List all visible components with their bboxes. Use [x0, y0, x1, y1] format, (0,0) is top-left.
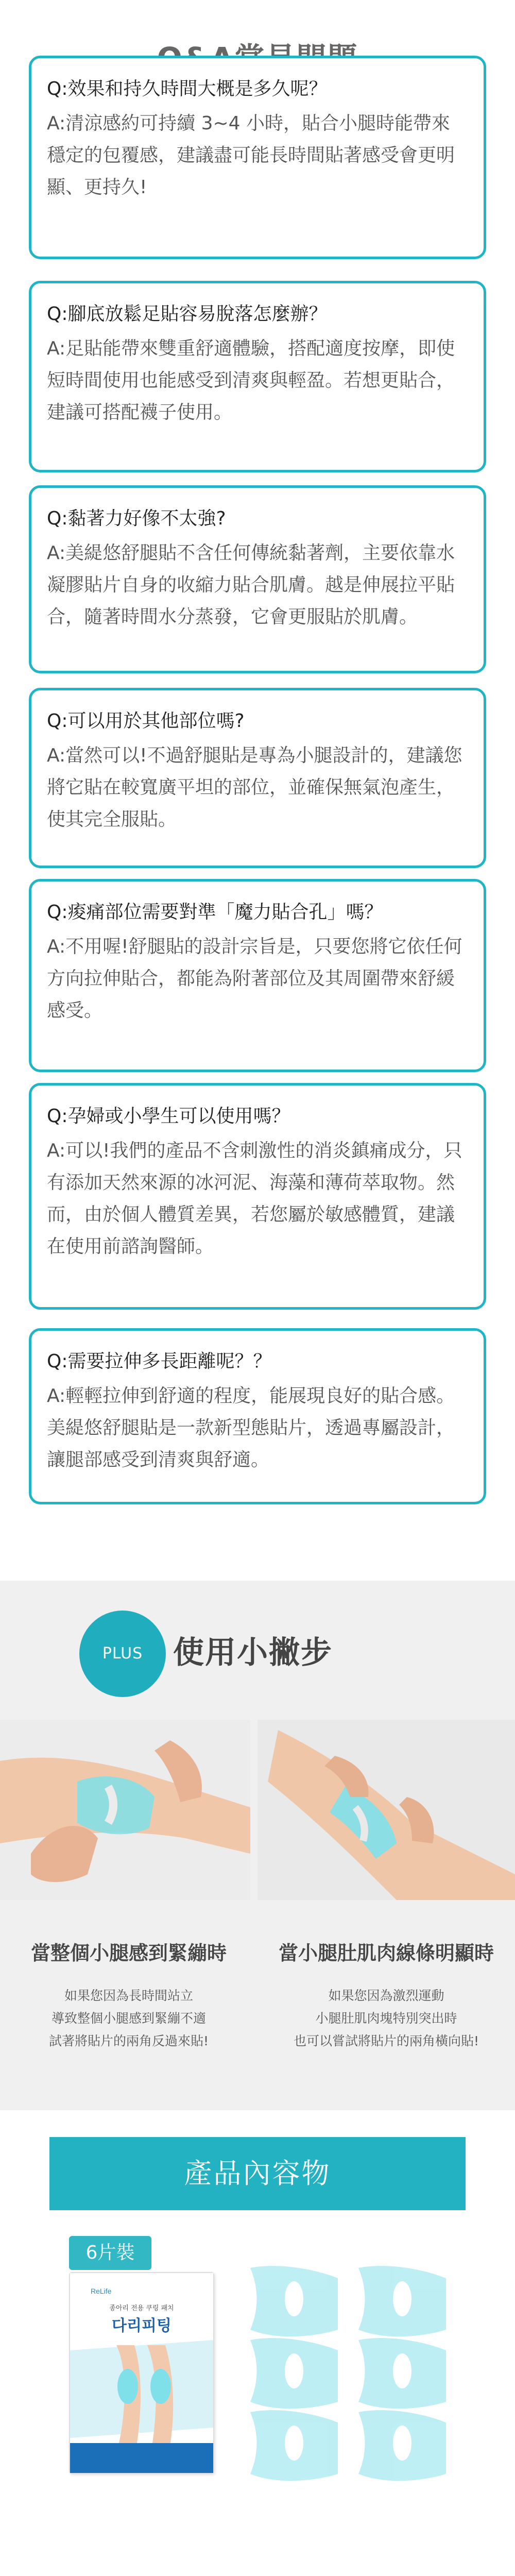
tip-body — [0, 1985, 258, 2053]
patch-sheet-image — [235, 2263, 461, 2489]
tip-line: 小腿肚肌肉塊特別突出時 — [315, 2011, 457, 2026]
qa-answer: A:足貼能帶來雙重舒適體驗，搭配適度按摩，即使短時間使用也能感受到清爽與輕盈。若想更貼合，建議可搭配襪子使用。 — [47, 338, 455, 423]
qa-item — [29, 1328, 486, 1504]
tip-body — [258, 1985, 515, 2053]
qa-question: Q:腳底放鬆足貼容易脫落怎麼辦？ — [47, 303, 328, 325]
qa-item — [29, 485, 486, 673]
qa-answer: A:不用喔!舒腿貼的設計宗旨是，只要您將它依任何方向拉伸貼合，都能為附著部位及其周圍帶來舒緩感受。 — [47, 936, 462, 1021]
qa-item — [29, 1083, 486, 1310]
product-box-image — [69, 2272, 214, 2474]
qa-question: Q:效果和持久時間大概是多久呢？ — [47, 78, 328, 99]
qa-item — [29, 56, 486, 259]
qa-item — [29, 281, 486, 472]
leg-photo-defined-calf — [258, 1720, 515, 1900]
qa-question: Q:孕婦或小學生可以使用嗎？ — [47, 1106, 290, 1127]
box-small-text: 종아리 전용 쿠링 패치 — [109, 2304, 174, 2312]
qa-answer: A:輕輕拉伸到舒適的程度，能展現良好的貼合感。美緹悠舒腿貼是一款新型態貼片，透過專屬設計，讓腿部感受到清爽與舒適。 — [47, 1385, 455, 1470]
qa-answer: A:可以!我們的產品不含刺激性的消炎鎮痛成分，只有添加天然來源的冰河泥、海藻和薄荷萃取物。然而，由於個人體質差異，若您屬於敏感體質，建議在使用前諮詢醫師。 — [47, 1140, 462, 1257]
qa-question: Q:痠痛部位需要對準「魔力貼合孔」嗎？ — [47, 902, 383, 923]
box-top-text: ReLife — [91, 2287, 112, 2295]
qa-answer: A:清涼感約可持續 3~4 小時，貼合小腿時能帶來穩定的包覆感，建議盡可能長時間貼著感受會更明顯、更持久! — [47, 113, 455, 198]
tip-line: 如果您因為長時間站立 — [64, 1988, 193, 2003]
tip-line: 試著將貼片的兩角反過來貼! — [48, 2033, 209, 2048]
plus-badge: PLUS — [79, 1611, 166, 1697]
leg-photo-tight-calf — [0, 1720, 250, 1900]
count-badge: 6片裝 — [69, 2236, 151, 2270]
tip-line: 導致整個小腿感到緊繃不適 — [51, 2011, 206, 2026]
contents-banner: 產品內容物 — [49, 2137, 466, 2210]
tip-title: 當整個小腿感到緊繃時 — [30, 1942, 227, 1964]
tip-line: 如果您因為激烈運動 — [328, 1988, 444, 2003]
tip-line: 也可以嘗試將貼片的兩角橫向貼! — [293, 2033, 479, 2048]
qa-answer: A:當然可以!不過舒腿貼是專為小腿設計的，建議您將它貼在較寬廣平坦的部位，並確保無氣泡產生，使其完全服貼。 — [47, 745, 462, 830]
qa-question: Q:可以用於其他部位嗎? — [47, 710, 245, 732]
qa-item — [29, 879, 486, 1072]
qa-answer: A:美緹悠舒腿貼不含任何傳統黏著劑，主要依靠水凝膠貼片自身的收縮力貼合肌膚。越是伸展拉平貼合，隨著時間水分蒸發，它會更服貼於肌膚。 — [47, 543, 455, 628]
tip-title: 當小腿肚肌肉線條明顯時 — [278, 1942, 494, 1964]
how-to-heading: 使用小撇步 — [173, 1635, 333, 1671]
qa-question: Q:黏著力好像不太強? — [47, 508, 226, 529]
qa-question: Q:需要拉伸多長距離呢？？ — [47, 1351, 272, 1372]
qa-item — [29, 688, 486, 868]
box-brand-text: 다리피팅 — [112, 2317, 171, 2335]
